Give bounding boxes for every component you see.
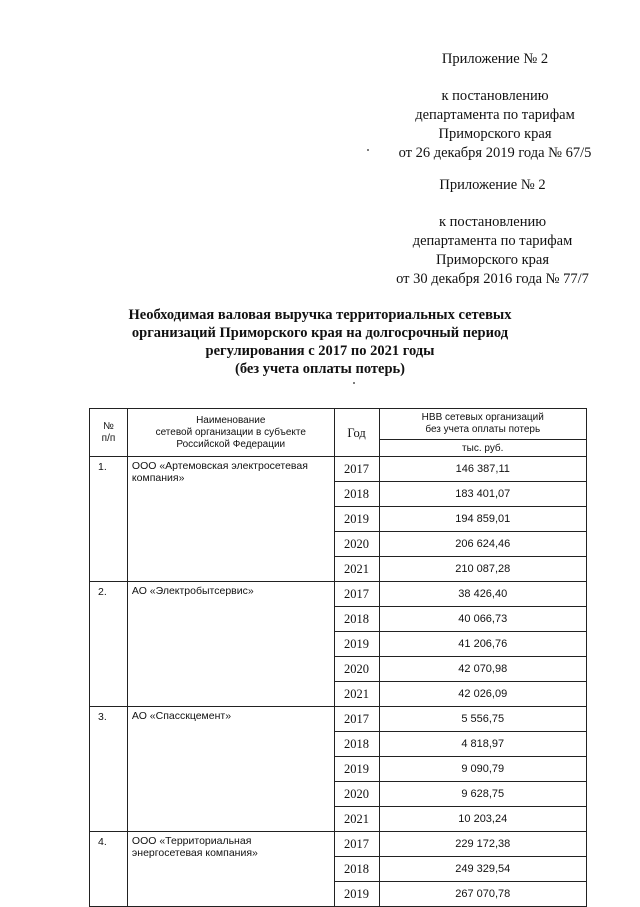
- value-cell: 10 203,24: [379, 807, 587, 832]
- year-cell: 2017: [334, 832, 379, 857]
- table-body: [90, 457, 587, 907]
- appendix-current-line: к постановлению: [441, 88, 549, 104]
- org-number: 4.: [90, 832, 128, 907]
- org-name: [127, 832, 334, 907]
- appendix-current-line: департамента по тарифам: [415, 107, 575, 123]
- value-cell: 267 070,78: [379, 882, 587, 907]
- header-org-line: Наименование: [196, 414, 266, 426]
- header-org-line: сетевой организации в субъекте: [155, 426, 306, 438]
- title-line: Необходимая валовая выручка территориальных сетевых: [128, 307, 512, 323]
- year-cell: 2018: [334, 732, 379, 757]
- year-cell: 2019: [334, 507, 379, 532]
- appendix-current: [380, 50, 610, 163]
- value-cell: 206 624,46: [379, 532, 587, 557]
- table-header-row: [90, 409, 587, 440]
- header-nvv-line: без учета оплаты потерь: [425, 424, 541, 435]
- org-name-line: АО «Спасскцемент»: [131, 710, 232, 722]
- header-num-line: п/п: [101, 432, 116, 444]
- org-name: [127, 457, 334, 582]
- header-unit: тыс. руб.: [379, 440, 587, 457]
- appendix-original: [375, 176, 610, 289]
- scan-speck: [353, 382, 355, 384]
- org-name-line: энергосетевая компания»: [131, 847, 258, 859]
- year-cell: 2018: [334, 607, 379, 632]
- org-name-line: компания»: [131, 472, 185, 484]
- table-row: [90, 582, 587, 607]
- title-line: организаций Приморского края на долгосрочный период: [131, 325, 509, 341]
- header-nvv-line: НВВ сетевых организаций: [421, 412, 544, 423]
- org-number: 1.: [90, 457, 128, 582]
- year-cell: 2021: [334, 682, 379, 707]
- table-row: [90, 832, 587, 857]
- appendix-current-line: Приморского края: [438, 126, 552, 142]
- value-cell: 194 859,01: [379, 507, 587, 532]
- org-name: [127, 707, 334, 832]
- appendix-original-line: департамента по тарифам: [412, 233, 573, 249]
- header-year: Год: [334, 409, 379, 457]
- year-cell: 2017: [334, 457, 379, 482]
- value-cell: 229 172,38: [379, 832, 587, 857]
- year-cell: 2021: [334, 807, 379, 832]
- year-cell: 2017: [334, 582, 379, 607]
- value-cell: 41 206,76: [379, 632, 587, 657]
- year-cell: 2020: [334, 782, 379, 807]
- year-cell: 2021: [334, 557, 379, 582]
- table-row: [90, 707, 587, 732]
- table-row: [90, 457, 587, 482]
- org-name-line: АО «Электробытсервис»: [131, 585, 254, 597]
- header-org: [127, 409, 334, 457]
- year-cell: 2019: [334, 882, 379, 907]
- appendix-current-title: Приложение № 2: [441, 51, 549, 67]
- year-cell: 2019: [334, 757, 379, 782]
- value-cell: 210 087,28: [379, 557, 587, 582]
- year-cell: 2018: [334, 857, 379, 882]
- nvv-table: [89, 408, 587, 907]
- value-cell: 38 426,40: [379, 582, 587, 607]
- year-cell: 2020: [334, 657, 379, 682]
- year-cell: 2020: [334, 532, 379, 557]
- appendix-original-line: к постановлению: [438, 214, 547, 230]
- appendix-original-title: Приложение № 2: [439, 177, 546, 193]
- value-cell: 40 066,73: [379, 607, 587, 632]
- org-name: [127, 582, 334, 707]
- title-line: регулирования с 2017 по 2021 годы: [205, 343, 435, 359]
- value-cell: 9 090,79: [379, 757, 587, 782]
- value-cell: 9 628,75: [379, 782, 587, 807]
- header-num-line: №: [103, 420, 114, 432]
- value-cell: 146 387,11: [379, 457, 587, 482]
- value-cell: 42 070,98: [379, 657, 587, 682]
- appendix-current-date: от 26 декабря 2019 года № 67/5: [398, 145, 592, 161]
- title-line: (без учета оплаты потерь): [234, 361, 406, 377]
- header-nvv: [379, 409, 587, 440]
- header-num: [90, 409, 128, 457]
- scan-speck: [367, 149, 369, 151]
- org-number: 3.: [90, 707, 128, 832]
- org-number: 2.: [90, 582, 128, 707]
- value-cell: 4 818,97: [379, 732, 587, 757]
- appendix-original-date: от 30 декабря 2016 года № 77/7: [396, 271, 589, 287]
- year-cell: 2018: [334, 482, 379, 507]
- appendix-original-line: Приморского края: [435, 252, 549, 268]
- year-cell: 2019: [334, 632, 379, 657]
- year-cell: 2017: [334, 707, 379, 732]
- value-cell: 42 026,09: [379, 682, 587, 707]
- org-name-line: ООО «Территориальная: [131, 835, 252, 847]
- document-title: [100, 306, 540, 378]
- value-cell: 5 556,75: [379, 707, 587, 732]
- value-cell: 183 401,07: [379, 482, 587, 507]
- header-org-line: Российской Федерации: [176, 438, 286, 450]
- value-cell: 249 329,54: [379, 857, 587, 882]
- org-name-line: ООО «Артемовская электросетевая: [131, 460, 308, 472]
